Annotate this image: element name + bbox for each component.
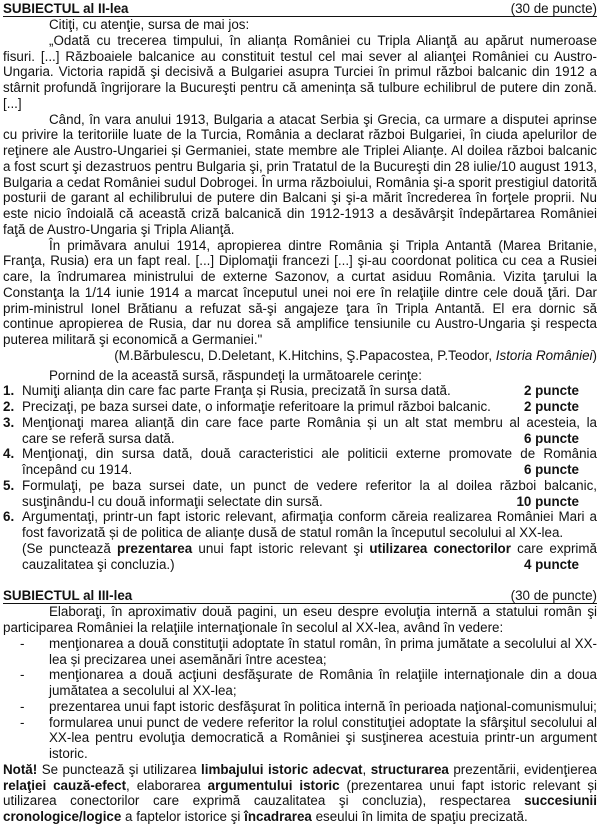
source-paragraph-3: În primăvara anului 1914, apropierea dintre România şi Tripla Antantă (Marea Britanie, Franţa, Rusia) era un fapt real. [...] Diplomaţii francezi [...] şi-au coordonat politica cu cea a Rusiei care, la îndrumarea ministrului de externe Sazonov, a curtat asiduu România. Vizita ţarului la Constanţa la 1/14 iunie 1914 a marcat începutul unei noi ere în relaţiile dintre cele două ţări. Dar prim-ministrul Ionel Brătianu a refuzat să-şi angajeze ţara în Tripla Antantă. El era dornic să continue apropierea de Rusia, dar nu dorea să amplifice tensiunile cu Austro-Ungaria şi respecta puterea militară şi economică a Germaniei.": [3, 237, 597, 347]
subject-3-points: (30 de puncte): [510, 588, 597, 604]
note-text: a faptelor istorice şi: [121, 809, 245, 824]
note-bold: succesiunii cronologice/logice: [3, 793, 597, 824]
subject-3-title: SUBIECTUL al III-lea: [3, 588, 133, 604]
requirement-text: menţionarea a două acţiuni desfăşurate de România în relaţiile internaţionale din a doua jumătatea a secolului al XX-lea;: [49, 667, 597, 698]
bullet-dash: -: [20, 667, 25, 683]
note-bold: structurarea: [370, 761, 449, 777]
note-text: care exprimă: [510, 540, 597, 556]
subject-3-header: [3, 587, 597, 604]
note-bold: limbajului istoric adecvat: [201, 761, 363, 777]
note-text: eseului în limita de spaţiu precizată.: [311, 809, 528, 824]
note-bold: utilizarea conectorilor: [369, 540, 511, 556]
citation-authors: (M.Bărbulescu, D.Deletant, K.Hitchins, Ş.Papacostea, P.Teodor,: [114, 347, 496, 363]
question-2: [3, 399, 597, 415]
note-text: , elaborarea: [126, 777, 208, 793]
requirement-text: menţionarea a două constituţii adoptate în statul român, în prima jumătate a secolului al XX-lea și precizarea unei asemănări între acestea;: [49, 635, 597, 667]
note-text: (Se punctează: [22, 540, 118, 556]
question-6: [3, 509, 597, 572]
note-text: Se punctează şi utilizarea: [37, 761, 201, 777]
note-bold: prezentarea: [117, 540, 193, 556]
note-text: (prezentarea unui fapt istoric relevant și utilizarea conectorilor care exprimă cauzalitatea şi concluzia), respectarea: [3, 777, 597, 809]
question-score: 6 puncte: [523, 430, 579, 446]
question-number: 6.: [3, 509, 15, 525]
grading-note: [3, 762, 597, 825]
question-text: Formulaţi, pe baza sursei date, un punct de vedere referitor la al doilea război balcanic,: [22, 477, 597, 493]
question-score: 2 puncte: [523, 383, 579, 399]
question-number: 2.: [3, 399, 15, 414]
question-score: 4 puncte: [523, 556, 579, 572]
question-text: Menţionaţi, din sursa dată, două caracteristici ale politicii externe promovate de România: [22, 446, 597, 462]
note-text: ,: [362, 761, 371, 777]
essay-requirement-4: [3, 715, 597, 762]
question-4: [3, 446, 597, 478]
question-note-cont: cauzalitatea şi concluzia.): [22, 556, 175, 572]
question-number: 1.: [3, 383, 15, 399]
note-text: unui fapt istoric relevant şi: [192, 540, 370, 556]
question-5: [3, 478, 597, 510]
question-text: Menţionaţi marea alianță din care face parte România și un alt stat membru al acesteia, la: [22, 414, 597, 430]
question-text: Precizaţi, pe baza sursei date, o informaţie referitoare la primul război balcanic.: [22, 399, 491, 414]
note-bold: relaţiei cauză-efect: [3, 777, 127, 793]
essay-requirement-1: [3, 636, 597, 668]
question-note: [22, 541, 597, 557]
note-text: prezentării, evidenţierea: [448, 761, 597, 777]
note-bold: argumentului istoric: [207, 777, 340, 793]
essay-requirement-3: [3, 699, 597, 715]
subject-2-title: SUBIECTUL al II-lea: [3, 1, 129, 16]
question-1: [3, 383, 597, 399]
essay-requirement-2: [3, 667, 597, 699]
subject-2-points: (30 de puncte): [510, 1, 597, 16]
question-3: [3, 415, 597, 447]
question-number: 3.: [3, 414, 15, 430]
source-intro: Citiţi, cu atenţie, sursa de mai jos:: [49, 17, 250, 32]
citation-title: Istoria României: [495, 347, 593, 363]
question-score: 10 puncte: [516, 493, 579, 509]
source-paragraph-1: „Odată cu trecerea timpului, în alianța României cu Tripla Alianţă au apărut numeroase fisuri. [...] Războaiele balcanice au constituit testul cel mai sever al alianţei României cu Austro-Ungaria. Victoria rapidă şi decisivă a Bulgariei asupra Turciei în primul război balcanic din 1912 a stârnit profundă îngrijorare la Bucureşti pentru că amenința să tulbure echilibrul de putere din zonă. [...]: [3, 32, 597, 111]
question-text-cont: care se referă sursa dată.: [22, 430, 175, 446]
question-number: 5.: [3, 477, 15, 493]
subject-2-header: [3, 0, 597, 17]
source-citation: [3, 348, 597, 364]
question-text-cont: susţinându-l cu două informaţii selectate din sursă.: [22, 493, 323, 509]
essay-intro: Elaboraţi, în aproximativ două pagini, un eseu despre evoluţia internă a statului român şi participarea României la relaţiile internaţionale în secolul al XX-lea, având în vedere:: [3, 604, 597, 635]
question-score: 6 puncte: [523, 462, 579, 477]
question-text: Numiţi alianța din care fac parte Franţa și Rusia, precizată în sursa dată.: [22, 383, 451, 399]
requirement-text: prezentarea unui fapt istoric desfăşurat în politica internă în perioada naţional-comunismului;: [49, 698, 597, 714]
note-bold: încadrarea: [244, 809, 312, 824]
bullet-dash: -: [20, 635, 25, 651]
question-number: 4.: [3, 446, 15, 462]
source-paragraph-2: Când, în vara anului 1913, Bulgaria a atacat Serbia şi Grecia, ca urmare a disputei aprinse cu privire la teritoriile luate de la Turcia, România a declarat război Bulgariei, în ciuda apelurilor de reţinere ale Austro-Ungariei și Germaniei, state membre ale Triplei Alianțe. Al doilea război balcanic a fost scurt şi dezastruos pentru Bulgaria şi, prin Tratatul de la Bucureşti din 28 iulie/10 august 1913, Bulgaria a cedat României sudul Dobrogei. În urma războiului, România şi-a sporit prestigiul datorită posturii de garant al echilibrului de putere din Balcani şi şi-a mărit încrederea în forţele proprii. Nu este nicio îndoială că această criză balcanică din 1912-1913 a desăvârşit îndepărtarea României faţă de Austro-Ungaria şi Tripla Alianţă.: [3, 111, 597, 237]
bullet-dash: -: [20, 698, 25, 714]
question-text-cont: începând cu 1914.: [22, 462, 133, 477]
citation-close: ): [592, 347, 597, 363]
task-intro: Pornind de la această sursă, răspundeţi la următoarele cerinţe:: [49, 367, 422, 383]
note-label: Notă!: [3, 761, 38, 777]
question-text: Argumentaţi, printr-un fapt istoric relevant, afirmaţia conform căreia realizarea României Mari a fost favorizată și de politica de alianțe dusă de statul român la începutul secolului al XX-lea.: [22, 509, 597, 540]
requirement-text: formularea unui punct de vedere referitor la rolul constituţiei adoptate la sfârşitul secolului al XX-lea pentru evoluţia democratică a României şi susţinerea acestuia printr-un argument istoric.: [49, 714, 597, 761]
question-score: 2 puncte: [523, 399, 579, 414]
bullet-dash: -: [20, 714, 25, 730]
